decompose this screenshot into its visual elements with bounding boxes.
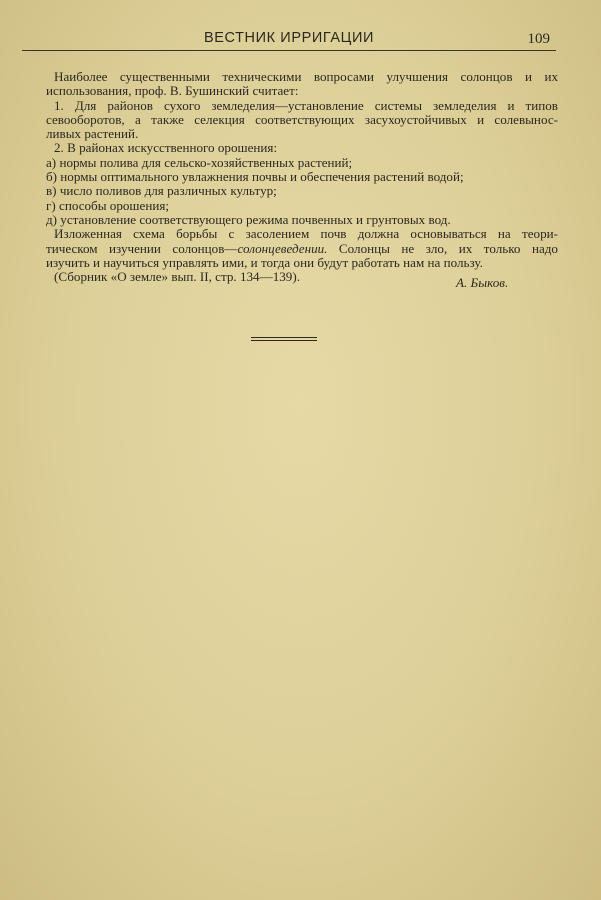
paragraph-line: Наиболее существенными техническими вопросами улучшения солонцов и их <box>54 69 558 84</box>
page-header <box>22 30 556 50</box>
article-body <box>46 70 558 284</box>
sub-list-item: в) число поливов для различных культур; <box>46 183 277 199</box>
text-run: Солонцы не зло, их только надо <box>327 240 558 256</box>
author-signature: А. Быков. <box>456 275 509 290</box>
paragraph-line: Изложенная схема борьбы с засолением почв должна основываться на теори- <box>54 226 558 242</box>
section-divider <box>251 337 317 341</box>
paragraph-line: использования, проф. В. Бушинский считает: <box>46 83 299 99</box>
running-title: ВЕСТНИК ИРРИГАЦИИ <box>203 30 375 46</box>
paragraph-line <box>46 242 558 256</box>
list-item-line: севооборотов, а также селекция соответствующих засухоустойчивых и солевынос- <box>46 111 558 127</box>
sub-list-item: д) установление соответствующего режима почвенных и грунтовых вод. <box>46 211 451 227</box>
text-run: тическом изучении солонцов— <box>46 240 238 256</box>
list-item: 2. В районах искусственного орошения: <box>54 140 278 156</box>
header-rule <box>22 50 556 51</box>
list-item-line: ливых растений. <box>46 126 139 142</box>
source-citation: (Сборник «О земле» вып. II, стр. 134—139). <box>54 269 300 285</box>
italic-term: солонцеведении. <box>237 240 328 256</box>
sub-list-item: а) нормы полива для сельско-хозяйственных растений; <box>46 154 353 170</box>
sub-list-item: б) нормы оптимального увлажнения почвы и обеспечения растений водой; <box>46 169 464 185</box>
sub-list-item: г) способы орошения; <box>46 197 169 213</box>
page-number: 109 <box>527 31 550 47</box>
paragraph-line: изучить и научиться управлять ими, и тогда они будут работать нам на пользу. <box>46 254 483 270</box>
list-item-line: 1. Для районов сухого земледелия—установление системы земледелия и типов <box>54 97 558 113</box>
